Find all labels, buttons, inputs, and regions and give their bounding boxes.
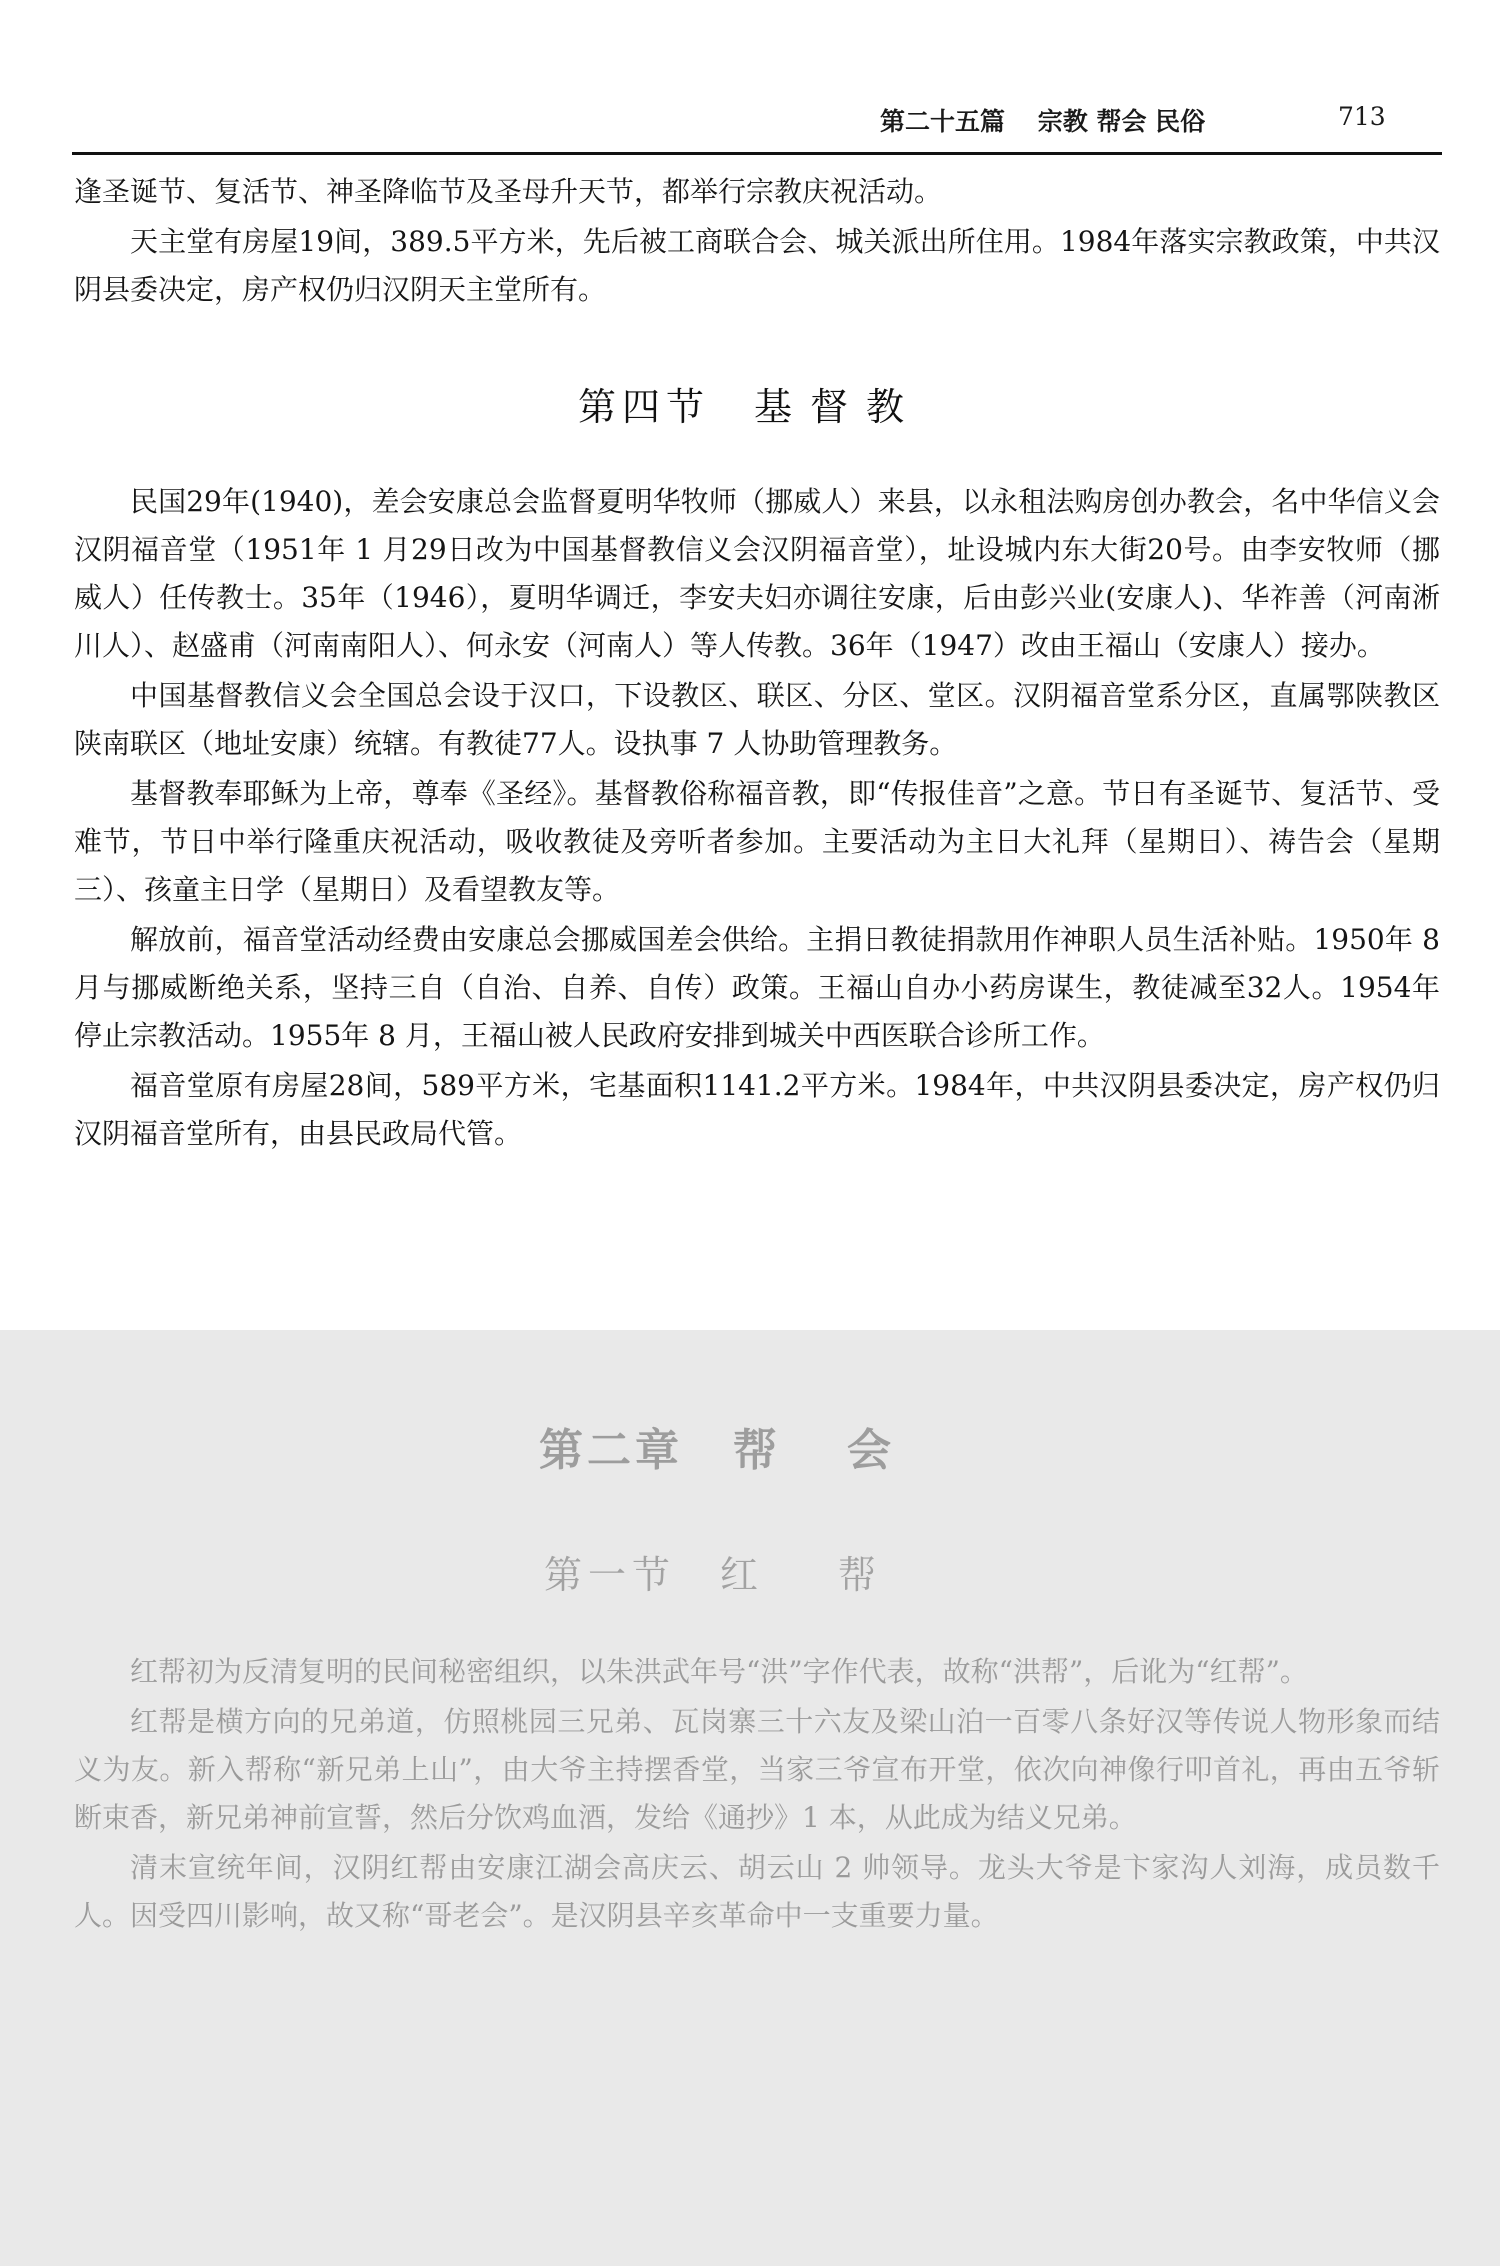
chapter-number: 第二章 — [539, 1425, 683, 1476]
paragraph: 红帮是横方向的兄弟道，仿照桃园三兄弟、瓦岗寨三十六友及梁山泊一百零八条好汉等传说人物形象而结义为友。新入帮称“新兄弟上山”，由大爷主持摆香堂，当家三爷宣布开堂，依次向神像行叩首礼，再由五爷斩断束香，新兄弟神前宣誓，然后分饮鸡血酒，发给《通抄》1 本，从此成为结义兄弟。 — [74, 1705, 1440, 1834]
section-number: 第四节 — [577, 385, 710, 429]
page-number: 713 — [1338, 102, 1386, 131]
paragraph: 中国基督教信义会全国总会设于汉口，下设教区、联区、分区、堂区。汉阴福音堂系分区，直属鄂陕教区陕南联区（地址安康）统辖。有教徒77人。设执事 7 人协助管理教务。 — [74, 679, 1440, 760]
section-number: 第一节 — [543, 1553, 676, 1597]
paragraph: 天主堂有房屋19间，389.5平方米，先后被工商联合会、城关派出所住用。1984年落实宗教政策，中共汉阴县委决定，房产权仍归汉阴天主堂所有。 — [74, 225, 1440, 306]
section-name: 基督教 — [754, 385, 923, 429]
chapter-name: 帮会 — [733, 1425, 961, 1476]
running-head — [880, 102, 1400, 138]
paragraph: 逢圣诞节、复活节、神圣降临节及圣母升天节，都举行宗教庆祝活动。 — [74, 175, 943, 208]
chapter-title — [0, 1414, 1500, 1478]
section-title-red-gang — [0, 1544, 1500, 1599]
running-head-part: 第二十五篇 — [880, 107, 1006, 136]
paragraph: 清末宣统年间，汉阴红帮由安康江湖会高庆云、胡云山 2 帅领导。龙头大爷是卞家沟人刘海，成员数千人。因受四川影响，故又称“哥老会”。是汉阴县辛亥革命中一支重要力量。 — [74, 1851, 1440, 1932]
paragraph: 民国29年(1940)，差会安康总会监督夏明华牧师（挪威人）来县，以永租法购房创办教会，名中华信义会汉阴福音堂（1951年 1 月29日改为中国基督教信义会汉阴福音堂），址设城内东大街20号。由李安牧师（挪威人）任传教士。35年（1946），夏明华调迁，李安夫妇亦调往安康，后由彭兴业(安康人)、华祚善（河南淅川人）、赵盛甫（河南南阳人）、何永安（河南人）等人传教。36年（1947）改由王福山（安康人）接办。 — [74, 485, 1440, 662]
christianity-body — [74, 478, 1440, 1160]
section-name: 红帮 — [720, 1553, 957, 1597]
catholic-continuation — [74, 168, 1440, 316]
paragraph: 基督教奉耶稣为上帝，尊奉《圣经》。基督教俗称福音教，即“传报佳音”之意。节日有圣诞节、复活节、受难节，节日中举行隆重庆祝活动，吸收教徒及旁听者参加。主要活动为主日大礼拜（星期日）、祷告会（星期三）、孩童主日学（星期日）及看望教友等。 — [74, 777, 1440, 906]
paragraph: 红帮初为反清复明的民间秘密组织，以朱洪武年号“洪”字作代表，故称“洪帮”，后讹为“红帮”。 — [130, 1655, 1308, 1688]
section-title-christianity — [0, 376, 1500, 431]
paragraph: 福音堂原有房屋28间，589平方米，宅基面积1141.2平方米。1984年，中共汉阴县委决定，房产权仍归汉阴福音堂所有，由县民政局代管。 — [74, 1069, 1440, 1150]
red-gang-body — [74, 1648, 1440, 1942]
running-head-topics: 宗教 帮会 民俗 — [1037, 107, 1206, 136]
paragraph: 解放前，福音堂活动经费由安康总会挪威国差会供给。主捐日教徒捐款用作神职人员生活补贴。1950年 8 月与挪威断绝关系，坚持三自（自治、自养、自传）政策。王福山自办小药房谋生，教徒减至32人。1954年停止宗教活动。1955年 8 月，王福山被人民政府安排到城关中西医联合诊所工作。 — [74, 923, 1440, 1052]
header-rule — [72, 152, 1442, 155]
